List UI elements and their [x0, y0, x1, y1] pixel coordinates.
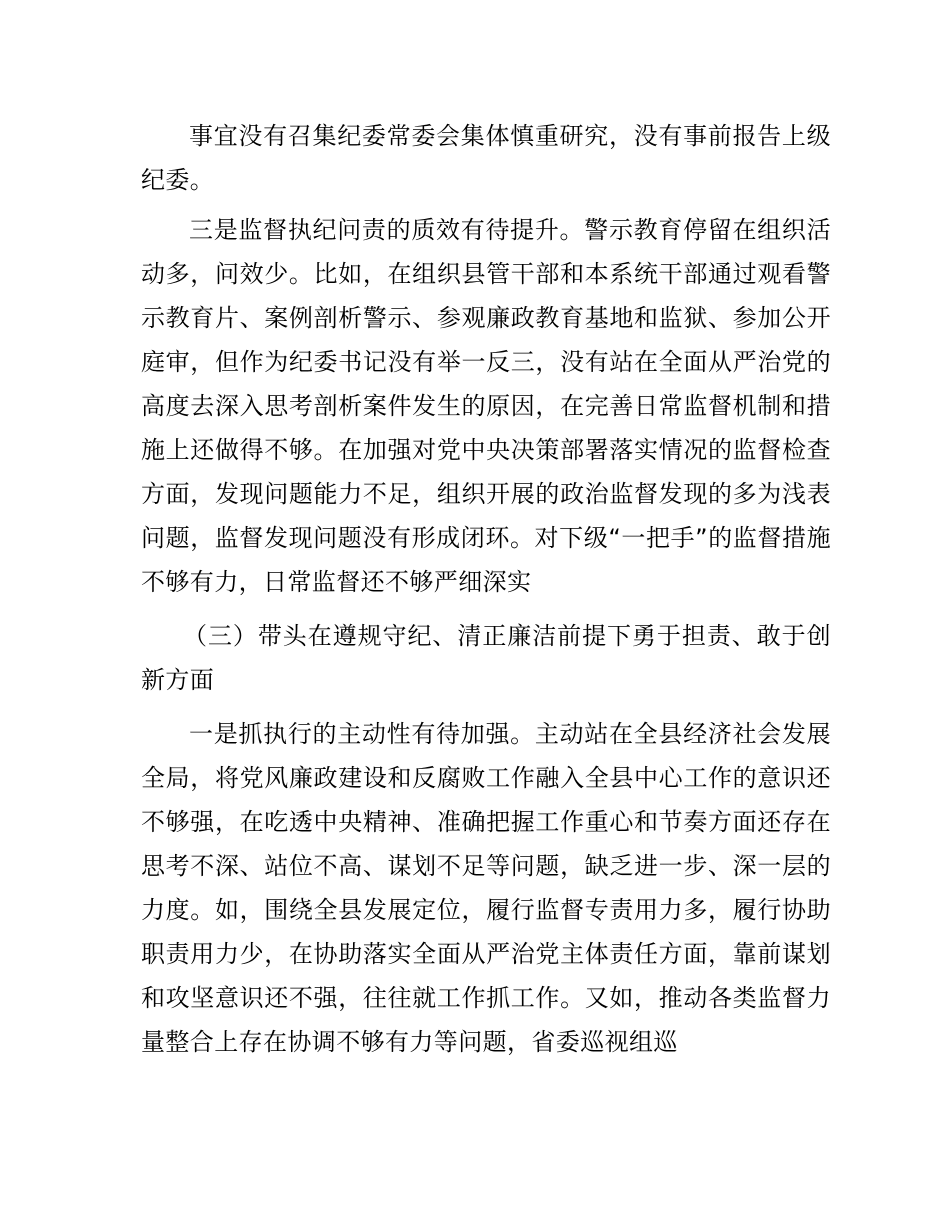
document-body	[141, 114, 831, 1064]
section-heading-three: （三）带头在遵规守纪、清正廉洁前提下勇于担责、敢于创新方面	[141, 622, 831, 694]
paragraph-continuation: 事宜没有召集纪委常委会集体慎重研究，没有事前报告上级纪委。	[141, 122, 831, 194]
paragraph-supervision-quality: 三是监督执纪问责的质效有待提升。警示教育停留在组织活动多，问效少。比如，在组织县管干部和本系统干部通过观看警示教育片、案例剖析警示、参观廉政教育基地和监狱、参加公开庭审，但作为纪委书记没有举一反三，没有站在全面从严治党的高度去深入思考剖析案件发生的原因，在完善日常监督机制和措施上还做得不够。在加强对党中央决策部署落实情况的监督检查方面，发现问题能力不足，组织开展的政治监督发现的多为浅表问题，监督发现问题没有形成闭环。对下级“一把手”的监督措施不够有力，日常监督还不够严细深实	[141, 216, 831, 596]
paragraph-execution-initiative: 一是抓执行的主动性有待加强。主动站在全县经济社会发展全局，将党风廉政建设和反腐败工作融入全县中心工作的意识还不够强，在吃透中央精神、准确把握工作重心和节奏方面还存在思考不深、站位不高、谋划不足等问题，缺乏进一步、深一层的力度。如，围绕全县发展定位，履行监督专责用力多，履行协助职责用力少，在协助落实全面从严治党主体责任方面，靠前谋划和攻坚意识还不强，往往就工作抓工作。又如，推动各类监督力量整合上存在协调不够有力等问题，省委巡视组巡	[141, 720, 831, 1056]
